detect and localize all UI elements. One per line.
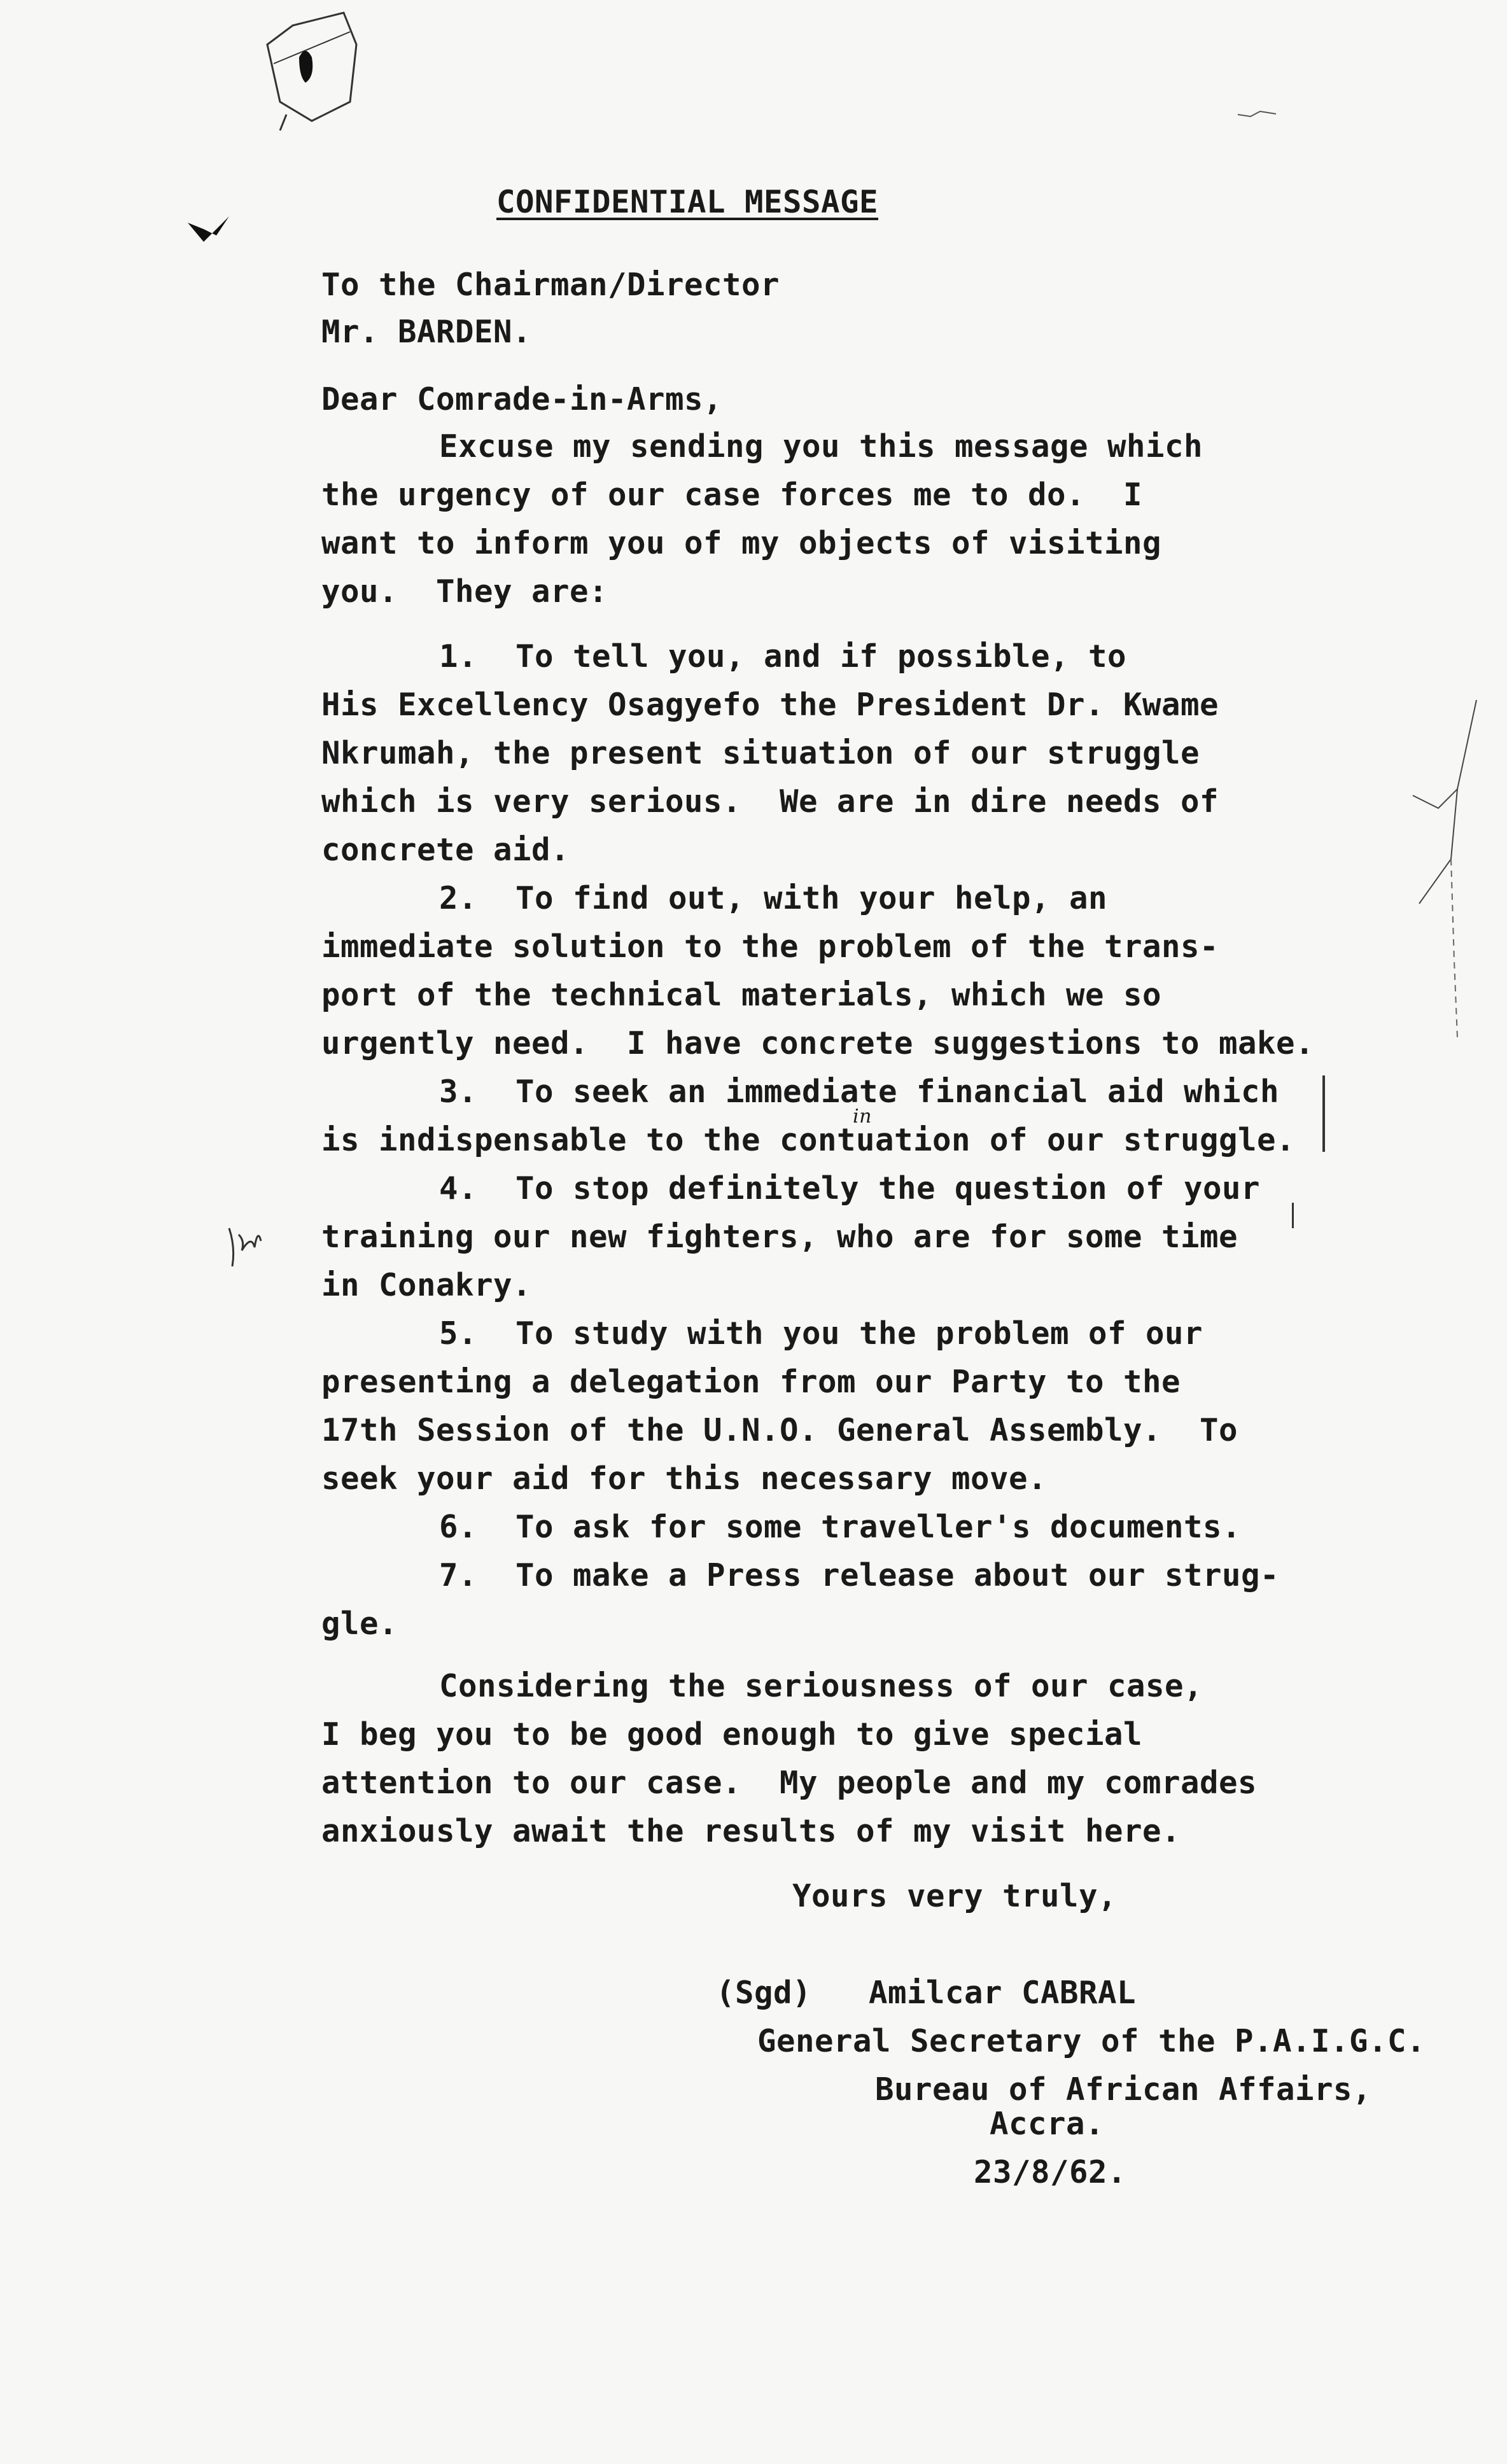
- signature-name: (Sgd) Amilcar CABRAL: [716, 1975, 1137, 2011]
- intro-line: Excuse my sending you this message which: [439, 428, 1203, 465]
- signature-date: 23/8/62.: [974, 2154, 1127, 2190]
- top-right-dash-mark: [1235, 105, 1279, 124]
- item-2-line: urgently need. I have concrete suggestions to make.: [321, 1025, 1315, 1061]
- signature-title: General Secretary of the P.A.I.G.C.: [757, 2023, 1426, 2059]
- item-5-line: seek your aid for this necessary move.: [321, 1460, 1048, 1497]
- item-1-line: concrete aid.: [321, 832, 570, 868]
- closing-line: I beg you to be good enough to give special: [321, 1716, 1143, 1753]
- item-6-line: 6. To ask for some traveller's documents.: [439, 1509, 1242, 1545]
- item-2-line: 2. To find out, with your help, an: [439, 880, 1108, 916]
- corner-scribble-mark: [255, 6, 369, 134]
- item-5-line: 17th Session of the U.N.O. General Assembly. To: [321, 1412, 1238, 1448]
- item-1-line: 1. To tell you, and if possible, to: [439, 638, 1127, 675]
- item-2-line: immediate solution to the problem of the trans-: [321, 928, 1219, 965]
- item-7-line: 7. To make a Press release about our strug-: [439, 1557, 1280, 1593]
- right-bracket-mark-2: [1292, 1203, 1294, 1228]
- margin-tick-mark: [185, 210, 235, 248]
- item-4-line: in Conakry.: [321, 1267, 532, 1303]
- item-2-line: port of the technical materials, which we so: [321, 977, 1162, 1013]
- item-7-line: gle.: [321, 1606, 398, 1642]
- item-4-line: 4. To stop definitely the question of your: [439, 1170, 1261, 1207]
- signature-city: Accra.: [990, 2106, 1105, 2142]
- item-1-line: which is very serious. We are in dire needs of: [321, 783, 1219, 820]
- closing-line: anxiously await the results of my visit here.: [321, 1813, 1181, 1849]
- intro-line: the urgency of our case forces me to do. I: [321, 477, 1143, 513]
- item-5-line: 5. To study with you the problem of our: [439, 1315, 1203, 1352]
- right-bracket-mark: [1322, 1075, 1325, 1152]
- item-1-line: His Excellency Osagyefo the President Dr. Kwame: [321, 687, 1219, 723]
- item-3-line: is indispensable to the contuation of our struggle.: [321, 1122, 1296, 1158]
- closing-line: attention to our case. My people and my comrades: [321, 1765, 1258, 1801]
- item-4-line: training our new fighters, who are for some time: [321, 1219, 1238, 1255]
- right-margin-scribble-mark: [1400, 694, 1502, 1050]
- item-3-line: 3. To seek an immediate financial aid which: [439, 1074, 1280, 1110]
- addressee-line-1: To the Chairman/Director: [321, 267, 780, 303]
- addressee-line-2: Mr. BARDEN.: [321, 314, 532, 350]
- closing-line: Considering the seriousness of our case,: [439, 1668, 1203, 1704]
- left-margin-initials-mark: [223, 1222, 267, 1273]
- valediction: Yours very truly,: [792, 1878, 1118, 1914]
- signature-office: Bureau of African Affairs,: [875, 2071, 1372, 2108]
- item-1-line: Nkrumah, the present situation of our struggle: [321, 735, 1200, 771]
- item-5-line: presenting a delegation from our Party to the: [321, 1364, 1181, 1400]
- intro-line: you. They are:: [321, 573, 608, 610]
- intro-line: want to inform you of my objects of visiting: [321, 525, 1162, 561]
- heading: CONFIDENTIAL MESSAGE: [496, 184, 879, 220]
- handwritten-insertion: in: [853, 1105, 872, 1128]
- salutation: Dear Comrade-in-Arms,: [321, 381, 723, 417]
